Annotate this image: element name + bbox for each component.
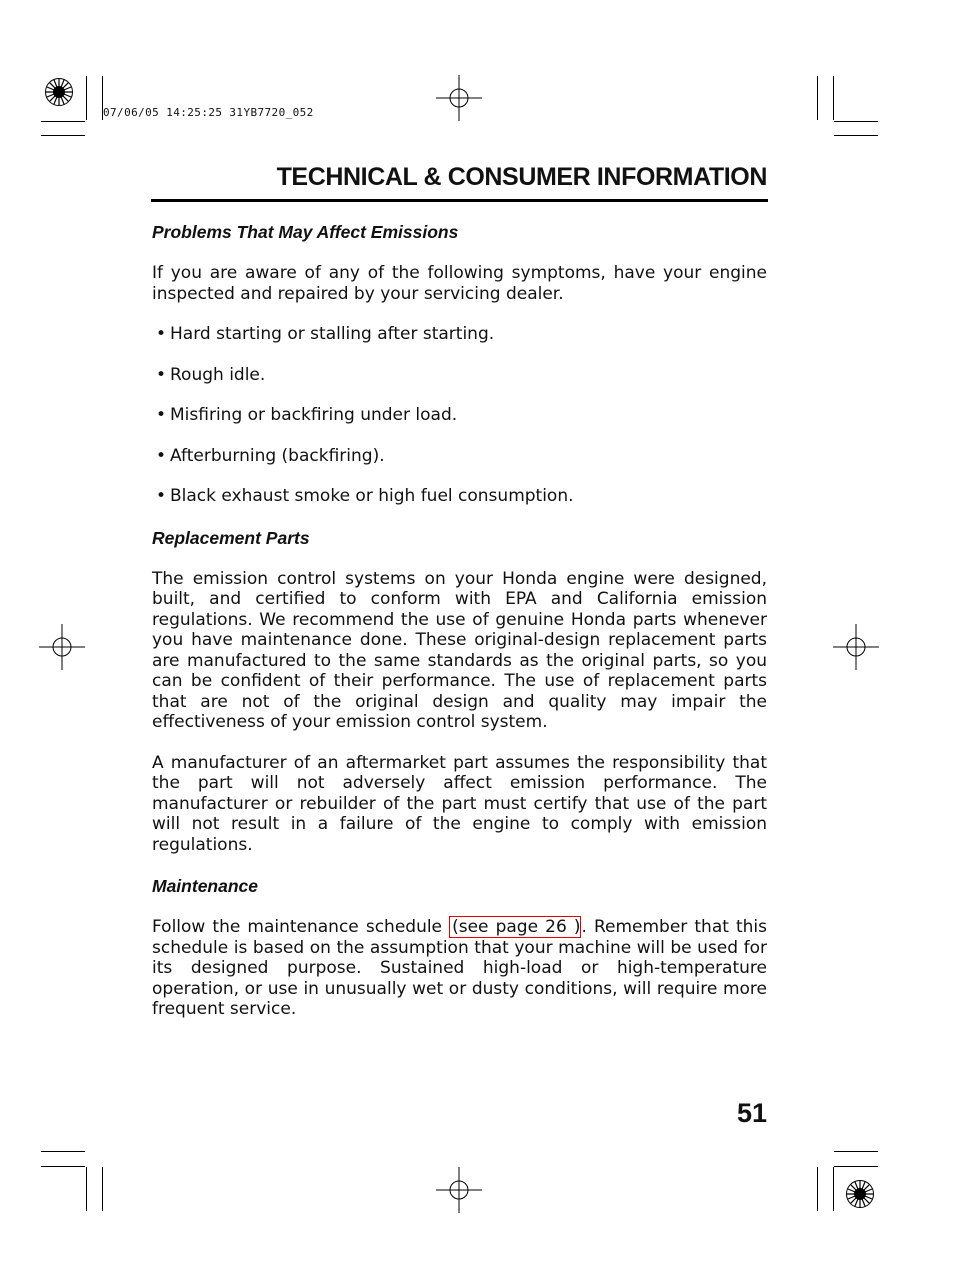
symptom-list [152,324,767,507]
print-timestamp: 07/06/05 14:25:25 31YB7720_052 [103,106,314,119]
registration-starburst-icon [44,77,74,107]
list-item: • Hard starting or stalling after starting. [156,324,495,344]
bullet-icon: • [156,486,167,506]
registration-crosshair-icon [39,624,85,670]
replacement-paragraph-2: A manufacturer of an aftermarket part assumes the responsibility that the part will not adversely affect emission performance. The manufacturer or rebuilder of the part must certify that use of the part will not result in a failure of the engine to comply with emission regulations. [152,752,767,855]
registration-crosshair-icon [436,75,482,121]
emissions-intro: If you are aware of any of the following symptoms, have your engine inspected and repaired by your servicing dealer. [152,263,767,304]
page-reference-link[interactable]: (see page 26 ) [449,916,581,938]
bullet-icon: • [156,364,167,385]
title-rule [151,199,768,202]
bullet-icon: • [156,445,167,466]
list-item: • Rough idle. [156,364,266,385]
bullet-icon: • [156,405,167,425]
section-heading-emissions: Problems That May Affect Emissions [152,222,459,242]
registration-crosshair-icon [833,624,879,670]
page-number: 51 [736,1098,767,1128]
section-heading-maintenance: Maintenance [152,876,258,896]
list-item: • Black exhaust smoke or high fuel consumption. [156,486,574,506]
page-content [152,221,767,1020]
replacement-paragraph-1: The emission control systems on your Honda engine were designed, built, and certified to conform with EPA and California emission regulations. We recommend the use of genuine Honda parts whenever you have maintenance done. These original-design replacement parts are manufactured to the same standards as the original parts, so you can be confident of their performance. The use of replacement parts that are not of the original design and quality may impair the effectiveness of your emission control system. [152,568,767,732]
maintenance-paragraph: Follow the maintenance schedule (see page 26 ). Remember that this schedule is based on the assumption that your machine will be used for its designed purpose. Sustained high-load or high-temperature operation, or use in unusually wet or dusty conditions, will require more frequent service. [152,917,767,1019]
list-item: • Afterburning (backfiring). [156,445,385,466]
section-heading-replacement-parts: Replacement Parts [152,527,310,548]
list-item: • Misfiring or backfiring under load. [156,405,458,425]
registration-starburst-icon [845,1179,875,1209]
bullet-icon: • [156,324,167,344]
registration-crosshair-icon [436,1167,482,1213]
page-title: TECHNICAL & CONSUMER INFORMATION [276,163,767,191]
